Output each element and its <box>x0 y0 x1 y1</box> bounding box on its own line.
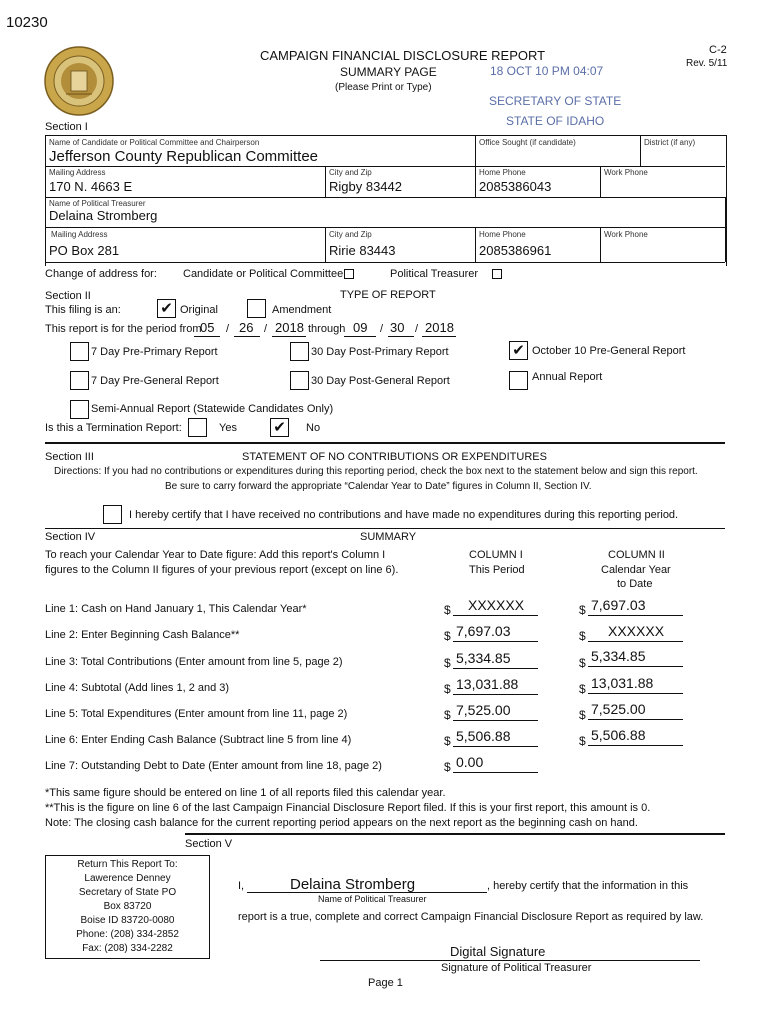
line-6-col2[interactable] <box>588 727 683 746</box>
line-4-col2-value: 13,031.88 <box>591 675 654 691</box>
semi-annual-label: Semi-Annual Report (Statewide Candidates Only) <box>91 403 334 415</box>
treasurer-mailing-field[interactable]: PO Box 281 <box>49 243 120 258</box>
no-activity-checkbox[interactable] <box>103 505 122 524</box>
line-2-col1-value: 7,697.03 <box>456 623 511 639</box>
certify-text-1: , hereby certify that the information in this <box>487 880 689 892</box>
line-7-label: Line 7: Outstanding Debt to Date (Enter amount from line 18, page 2) <box>45 760 382 772</box>
home-phone-field[interactable]: 2085386043 <box>479 179 552 194</box>
line-4-col1-value: 13,031.88 <box>456 676 519 692</box>
line-2-col2-value: XXXXXX <box>608 623 665 639</box>
column-2-heading: COLUMN II <box>608 549 665 561</box>
section-4-label: Section IV <box>45 531 96 543</box>
form-title: CAMPAIGN FINANCIAL DISCLOSURE REPORT <box>260 48 546 63</box>
line-6-col1-value: 5,506.88 <box>456 728 511 744</box>
section-3-label: Section III <box>45 451 94 463</box>
semi-annual-checkbox[interactable] <box>70 400 89 419</box>
section-3-directions: Directions: If you had no contributions or expenditures during this reporting period, check the box next to the statement below and sign this report. <box>54 466 698 477</box>
return-name: Lawerence Denney <box>84 873 171 884</box>
october-10-pre-general-label: October 10 Pre-General Report <box>532 345 686 357</box>
dollar-sign: $ <box>579 708 586 722</box>
summary-instructions-2: figures to the Column II figures of your previous report (except on line 6). <box>45 564 399 576</box>
change-candidate-checkbox[interactable] <box>344 269 354 279</box>
return-heading: Return This Report To: <box>77 859 178 870</box>
annual-report-label: Annual Report <box>532 371 603 383</box>
received-stamp-state: STATE OF IDAHO <box>506 114 605 128</box>
30-day-post-primary-label: 30 Day Post-Primary Report <box>311 346 449 358</box>
treasurer-work-label: Work Phone <box>604 230 648 239</box>
line-5-label: Line 5: Total Expenditures (Enter amount from line 11, page 2) <box>45 708 348 720</box>
return-fax: Fax: (208) 334-2282 <box>82 943 173 954</box>
line-1-col2[interactable] <box>588 597 683 616</box>
7-day-pre-primary-checkbox[interactable] <box>70 342 89 361</box>
line-1-label: Line 1: Cash on Hand January 1, This Calendar Year* <box>45 603 307 615</box>
section-1-label: Section I <box>45 121 88 133</box>
section-divider <box>45 442 725 444</box>
dollar-sign: $ <box>444 682 451 696</box>
line-3-col1-value: 5,334.85 <box>456 650 511 666</box>
state-seal <box>44 46 114 116</box>
annual-report-checkbox[interactable] <box>509 371 528 390</box>
section-5-label: Section V <box>185 838 233 850</box>
section-2-label: Section II <box>45 290 91 302</box>
date-slash: / <box>380 323 384 335</box>
line-4-col1[interactable] <box>453 676 538 695</box>
closing-balance-note: Note: The closing cash balance for the current reporting period appears on the next report as the beginning cash on hand. <box>45 817 638 829</box>
column-1-heading: COLUMN I <box>469 549 523 561</box>
change-treasurer-checkbox[interactable] <box>492 269 502 279</box>
7-day-pre-primary-label: 7 Day Pre-Primary Report <box>91 346 218 358</box>
dollar-sign: $ <box>579 629 586 643</box>
period-to-day[interactable]: 30 <box>390 320 405 335</box>
original-label: Original <box>180 304 218 316</box>
document-id: 10230 <box>6 14 48 31</box>
received-stamp-date: 18 OCT 10 PM 04:07 <box>490 64 604 78</box>
mailing-address-label: Mailing Address <box>49 168 106 177</box>
dollar-sign: $ <box>444 629 451 643</box>
7-day-pre-general-label: 7 Day Pre-General Report <box>91 375 219 387</box>
line-6-label: Line 6: Enter Ending Cash Balance (Subtract line 5 from line 4) <box>45 734 352 746</box>
certify-text-2: report is a true, complete and correct Campaign Financial Disclosure Report as required by law. <box>238 911 704 923</box>
committee-name-field[interactable]: Jefferson County Republican Committee <box>49 148 319 165</box>
treasurer-city-field[interactable]: Ririe 83443 <box>329 243 396 258</box>
original-checkbox[interactable]: ✔ <box>157 299 176 318</box>
line-1-col1-value: XXXXXX <box>468 597 525 613</box>
return-city: Boise ID 83720-0080 <box>80 915 175 926</box>
treasurer-home-field[interactable]: 2085386961 <box>479 243 552 258</box>
dollar-sign: $ <box>444 734 451 748</box>
office-sought-label: Office Sought (if candidate) <box>479 138 576 147</box>
line-4-label: Line 4: Subtotal (Add lines 1, 2 and 3) <box>45 682 230 694</box>
30-day-post-general-checkbox[interactable] <box>290 371 309 390</box>
change-address-label: Change of address for: <box>45 268 157 280</box>
return-office: Secretary of State PO <box>78 887 177 898</box>
dollar-sign: $ <box>579 682 586 696</box>
line-2-label: Line 2: Enter Beginning Cash Balance** <box>45 629 240 641</box>
section-divider <box>185 833 725 835</box>
line-2-col2[interactable] <box>588 623 683 642</box>
period-to-month[interactable]: 09 <box>353 320 368 335</box>
change-treasurer-label: Political Treasurer <box>390 268 479 280</box>
treasurer-city-label: City and Zip <box>329 230 372 239</box>
dollar-sign: $ <box>444 708 451 722</box>
certify-i: I, <box>238 880 245 892</box>
30-day-post-general-label: 30 Day Post-General Report <box>311 375 450 387</box>
line-1-col1[interactable] <box>453 597 538 616</box>
form-revision: Rev. 5/11 <box>686 58 728 69</box>
section-3-carry-forward: Be sure to carry forward the appropriate “Calendar Year to Date” figures in Column II, Section IV. <box>165 481 592 492</box>
column-1-subheading: This Period <box>469 564 525 576</box>
print-note: (Please Print or Type) <box>335 82 432 93</box>
termination-label: Is this a Termination Report: <box>45 422 182 434</box>
treasurer-name-caption: Name of Political Treasurer <box>318 894 427 904</box>
line-7-col1-value: 0.00 <box>456 754 484 770</box>
period-from-year[interactable]: 2018 <box>275 320 304 335</box>
line-6-col1[interactable] <box>453 728 538 747</box>
termination-no-label: No <box>306 422 321 434</box>
line-3-label: Line 3: Total Contributions (Enter amount from line 5, page 2) <box>45 656 343 668</box>
line-4-col2[interactable] <box>588 675 683 694</box>
october-10-pre-general-checkbox[interactable]: ✔ <box>509 341 528 360</box>
work-phone-label: Work Phone <box>604 168 648 177</box>
line-3-col1[interactable] <box>453 650 538 669</box>
mailing-address-field[interactable]: 170 N. 4663 E <box>49 179 133 194</box>
return-address-box <box>45 855 210 959</box>
amendment-checkbox[interactable] <box>247 299 266 318</box>
amendment-label: Amendment <box>272 304 332 316</box>
7-day-pre-general-checkbox[interactable] <box>70 371 89 390</box>
district-label: District (if any) <box>644 138 696 147</box>
termination-yes-checkbox[interactable] <box>188 418 207 437</box>
dollar-sign: $ <box>444 603 451 617</box>
period-from-day[interactable]: 26 <box>239 320 254 335</box>
form-subtitle: SUMMARY PAGE <box>340 65 437 79</box>
line-3-col2[interactable] <box>588 648 683 667</box>
line-2-col1[interactable] <box>453 623 538 642</box>
period-from-month[interactable]: 05 <box>200 320 215 335</box>
return-box: Box 83720 <box>103 901 152 912</box>
footnote-1: *This same figure should be entered on line 1 of all reports filed this calendar year. <box>45 787 446 799</box>
section-3-heading: STATEMENT OF NO CONTRIBUTIONS OR EXPENDITURES <box>242 451 547 463</box>
line-7-col1[interactable] <box>453 754 538 773</box>
footnote-2: **This is the figure on line 6 of the last Campaign Financial Disclosure Report filed. If this is your first report, this amount is 0. <box>45 802 651 814</box>
period-to-year[interactable]: 2018 <box>425 320 454 335</box>
column-2-subheading: Calendar Year <box>601 564 671 576</box>
dollar-sign: $ <box>444 760 451 774</box>
type-of-report-heading: TYPE OF REPORT <box>340 289 436 301</box>
treasurer-name-field[interactable]: Delaina Stromberg <box>49 208 158 223</box>
filing-type-label: This filing is an: <box>45 304 121 316</box>
line-3-col2-value: 5,334.85 <box>591 648 646 664</box>
no-activity-statement: I hereby certify that I have received no contributions and have made no expenditures during this reporting period. <box>129 509 679 521</box>
treasurer-home-label: Home Phone <box>479 230 526 239</box>
date-slash: / <box>415 323 419 335</box>
column-2-subheading-2: to Date <box>617 578 653 590</box>
through-label: through <box>308 323 346 335</box>
date-slash: / <box>264 323 268 335</box>
dollar-sign: $ <box>579 734 586 748</box>
date-slash: / <box>226 323 230 335</box>
dollar-sign: $ <box>579 656 586 670</box>
treasurer-name-label: Name of Political Treasurer <box>49 199 146 208</box>
termination-no-checkbox[interactable]: ✔ <box>270 418 289 437</box>
line-5-col1[interactable] <box>453 702 538 721</box>
digital-signature[interactable]: Digital Signature <box>450 944 546 959</box>
line-5-col1-value: 7,525.00 <box>456 702 511 718</box>
form-code: C-2 <box>709 44 727 56</box>
dollar-sign: $ <box>444 656 451 670</box>
summary-instructions-1: To reach your Calendar Year to Date figure: Add this report's Column I <box>45 549 386 561</box>
city-zip-label: City and Zip <box>329 168 372 177</box>
line-6-col2-value: 5,506.88 <box>591 727 646 743</box>
treasurer-signer-name[interactable]: Delaina Stromberg <box>290 876 416 893</box>
30-day-post-primary-checkbox[interactable] <box>290 342 309 361</box>
summary-heading: SUMMARY <box>360 531 417 543</box>
line-5-col2[interactable] <box>588 701 683 720</box>
section-divider <box>45 528 725 529</box>
line-5-col2-value: 7,525.00 <box>591 701 646 717</box>
treasurer-mailing-label: Mailing Address <box>51 230 108 239</box>
received-stamp-office: SECRETARY OF STATE <box>489 94 622 108</box>
home-phone-label: Home Phone <box>479 168 526 177</box>
period-label: This report is for the period from <box>45 323 202 335</box>
termination-yes-label: Yes <box>219 422 237 434</box>
page-number: Page 1 <box>368 977 403 989</box>
committee-name-label: Name of Candidate or Political Committee and Chairperson <box>49 138 260 147</box>
city-zip-field[interactable]: Rigby 83442 <box>329 179 402 194</box>
change-candidate-label: Candidate or Political Committee <box>183 268 344 280</box>
line-1-col2-value: 7,697.03 <box>591 597 646 613</box>
return-phone: Phone: (208) 334-2852 <box>76 929 179 940</box>
dollar-sign: $ <box>579 603 586 617</box>
signature-caption: Signature of Political Treasurer <box>441 962 592 974</box>
